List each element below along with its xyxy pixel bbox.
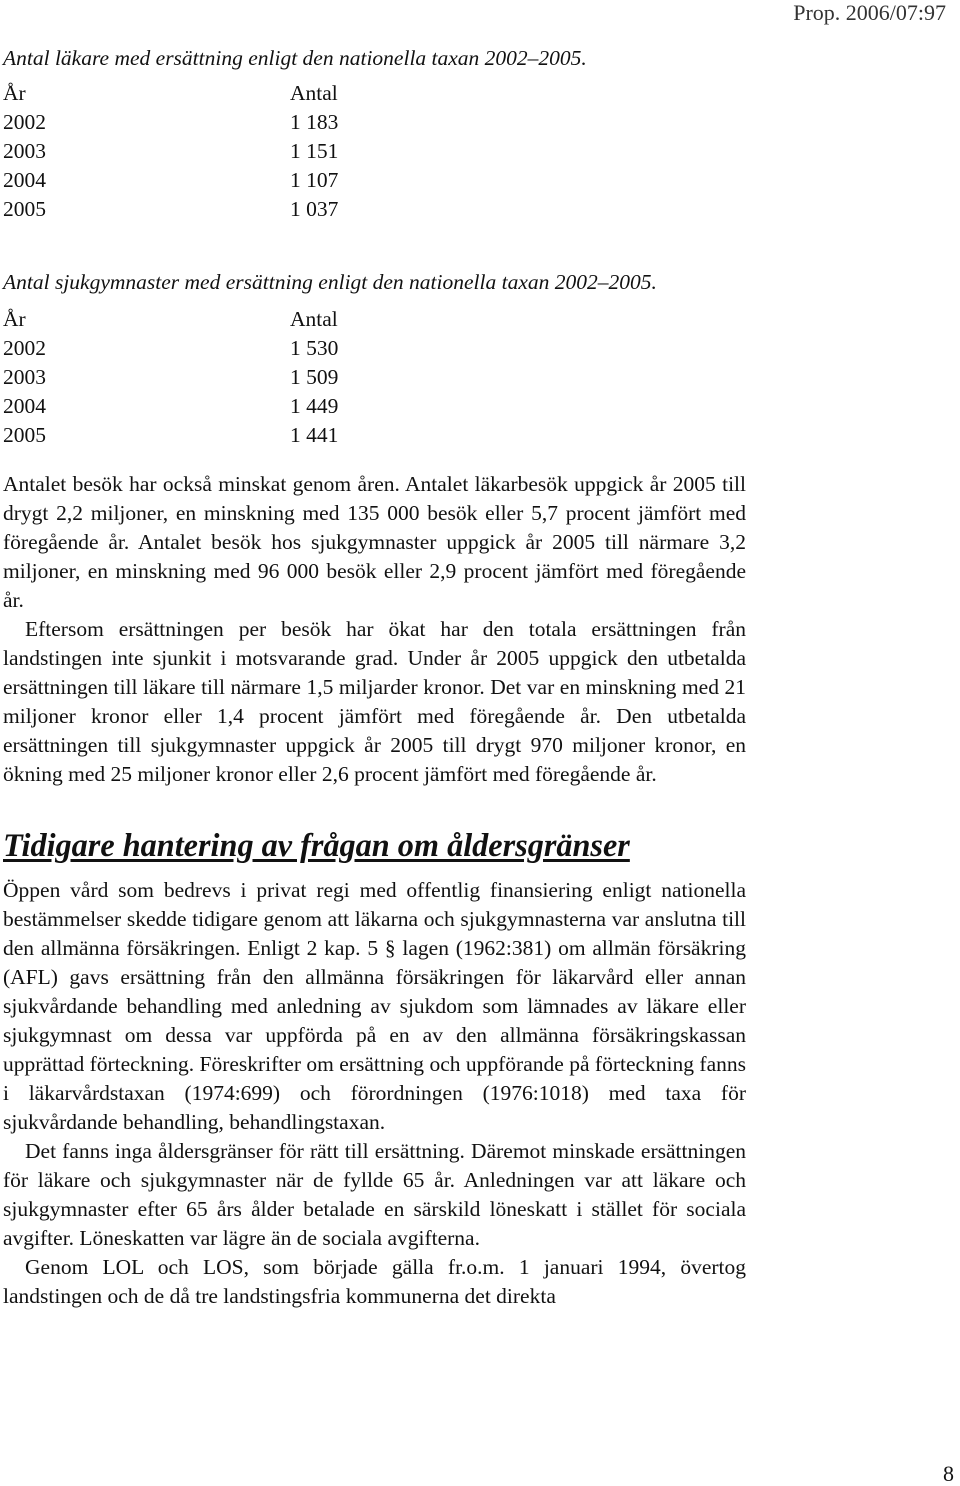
table1-caption: Antal läkare med ersättning enligt den nationella taxan 2002–2005.	[3, 46, 587, 70]
count-cell: 1 151	[290, 139, 339, 163]
section-text	[3, 876, 746, 1311]
paragraph-lol-los: Genom LOL och LOS, som började gälla fr.o.m. 1 januari 1994, övertog landstingen och de då tre landstingsfria kommunerna det direkta	[3, 1255, 746, 1308]
year-cell: 2005	[3, 423, 46, 447]
count-cell: 1 530	[290, 336, 339, 360]
year-cell: 2005	[3, 197, 46, 221]
paragraph-visits: Antalet besök har också minskat genom åren. Antalet läkarbesök uppgick år 2005 till drygt 2,2 miljoner, en minskning med 135 000 besök eller 5,7 procent jämfört med föregående år. Antalet besök hos sjukgymnaster uppgick år 2005 till närmare 3,2 miljoner, en minskning med 96 000 besök eller 2,9 procent jämfört med föregående år.	[3, 472, 746, 612]
proposition-reference: Prop. 2006/07:97	[793, 0, 946, 25]
year-cell: 2003	[3, 365, 46, 389]
statistics-text	[3, 470, 746, 789]
page-content	[3, 44, 746, 1311]
year-cell: 2004	[3, 394, 46, 418]
column-header-year: År	[3, 307, 26, 331]
count-cell: 1 449	[290, 394, 339, 418]
table-row	[3, 392, 338, 421]
table-row	[3, 166, 338, 195]
column-header-year: År	[3, 81, 26, 105]
count-cell: 1 183	[290, 110, 339, 134]
table2-caption: Antal sjukgymnaster med ersättning enligt den nationella taxan 2002–2005.	[3, 270, 657, 294]
count-cell: 1 037	[290, 197, 339, 221]
column-header-count: Antal	[290, 307, 338, 331]
section-heading: Tidigare hantering av frågan om åldersgränser	[3, 827, 630, 863]
count-cell: 1 509	[290, 365, 339, 389]
table-row	[3, 195, 338, 224]
year-cell: 2003	[3, 139, 46, 163]
physicians-table	[3, 79, 338, 224]
year-cell: 2002	[3, 336, 46, 360]
column-header-count: Antal	[290, 81, 338, 105]
table-header-row	[3, 305, 338, 334]
table-row	[3, 137, 338, 166]
paragraph-compensation: Eftersom ersättningen per besök har ökat har den totala ersättningen från landstingen inte sjunkit i motsvarande grad. Under år 2005 uppgick den utbetalda ersättningen till läkare till närmare 1,5 miljarder kronor. Det var en minskning med 21 miljoner kronor eller 1,4 procent jämfört med föregående år. Den utbetalda ersättningen till sjukgymnaster uppgick år 2005 till drygt 970 miljoner kronor, en ökning med 25 miljoner kronor eller 2,6 procent jämfört med föregående år.	[3, 617, 746, 786]
paragraph-history: Öppen vård som bedrevs i privat regi med offentlig finansiering enligt nationella bestämmelser skedde tidigare genom att läkarna och sjukgymnasterna var anslutna till den allmänna försäkringen. Enligt 2 kap. 5 § lagen (1962:381) om allmän försäkring (AFL) gavs ersättning från den allmänna försäkringen för läkarvård eller annan sjukvårdande behandling med anledning av sjukdom som lämnades av läkare eller sjukgymnast om dessa var uppförda på en av den allmänna försäkringskassan upprättad förteckning. Föreskrifter om ersättning och uppförande på förteckning fanns i läkarvårdstaxan (1974:699) och förordningen (1976:1018) med taxa för sjukvårdande behandling, behandlingstaxan.	[3, 878, 746, 1134]
table-header-row	[3, 79, 338, 108]
paragraph-age-limits: Det fanns inga åldersgränser för rätt till ersättning. Däremot minskade ersättningen för läkare och sjukgymnaster när de fyllde 65 år. Anledningen var att läkare och sjukgymnaster efter 65 års ålder betalade en särskild löneskatt i stället för sociala avgifter. Löneskatten var lägre än de sociala avgifterna.	[3, 1139, 746, 1250]
table-row	[3, 363, 338, 392]
year-cell: 2002	[3, 110, 46, 134]
physiotherapists-table	[3, 305, 338, 450]
year-cell: 2004	[3, 168, 46, 192]
count-cell: 1 441	[290, 423, 339, 447]
count-cell: 1 107	[290, 168, 339, 192]
table-row	[3, 108, 338, 137]
table-row	[3, 334, 338, 363]
page-number: 8	[943, 1461, 954, 1486]
table-row	[3, 421, 338, 450]
